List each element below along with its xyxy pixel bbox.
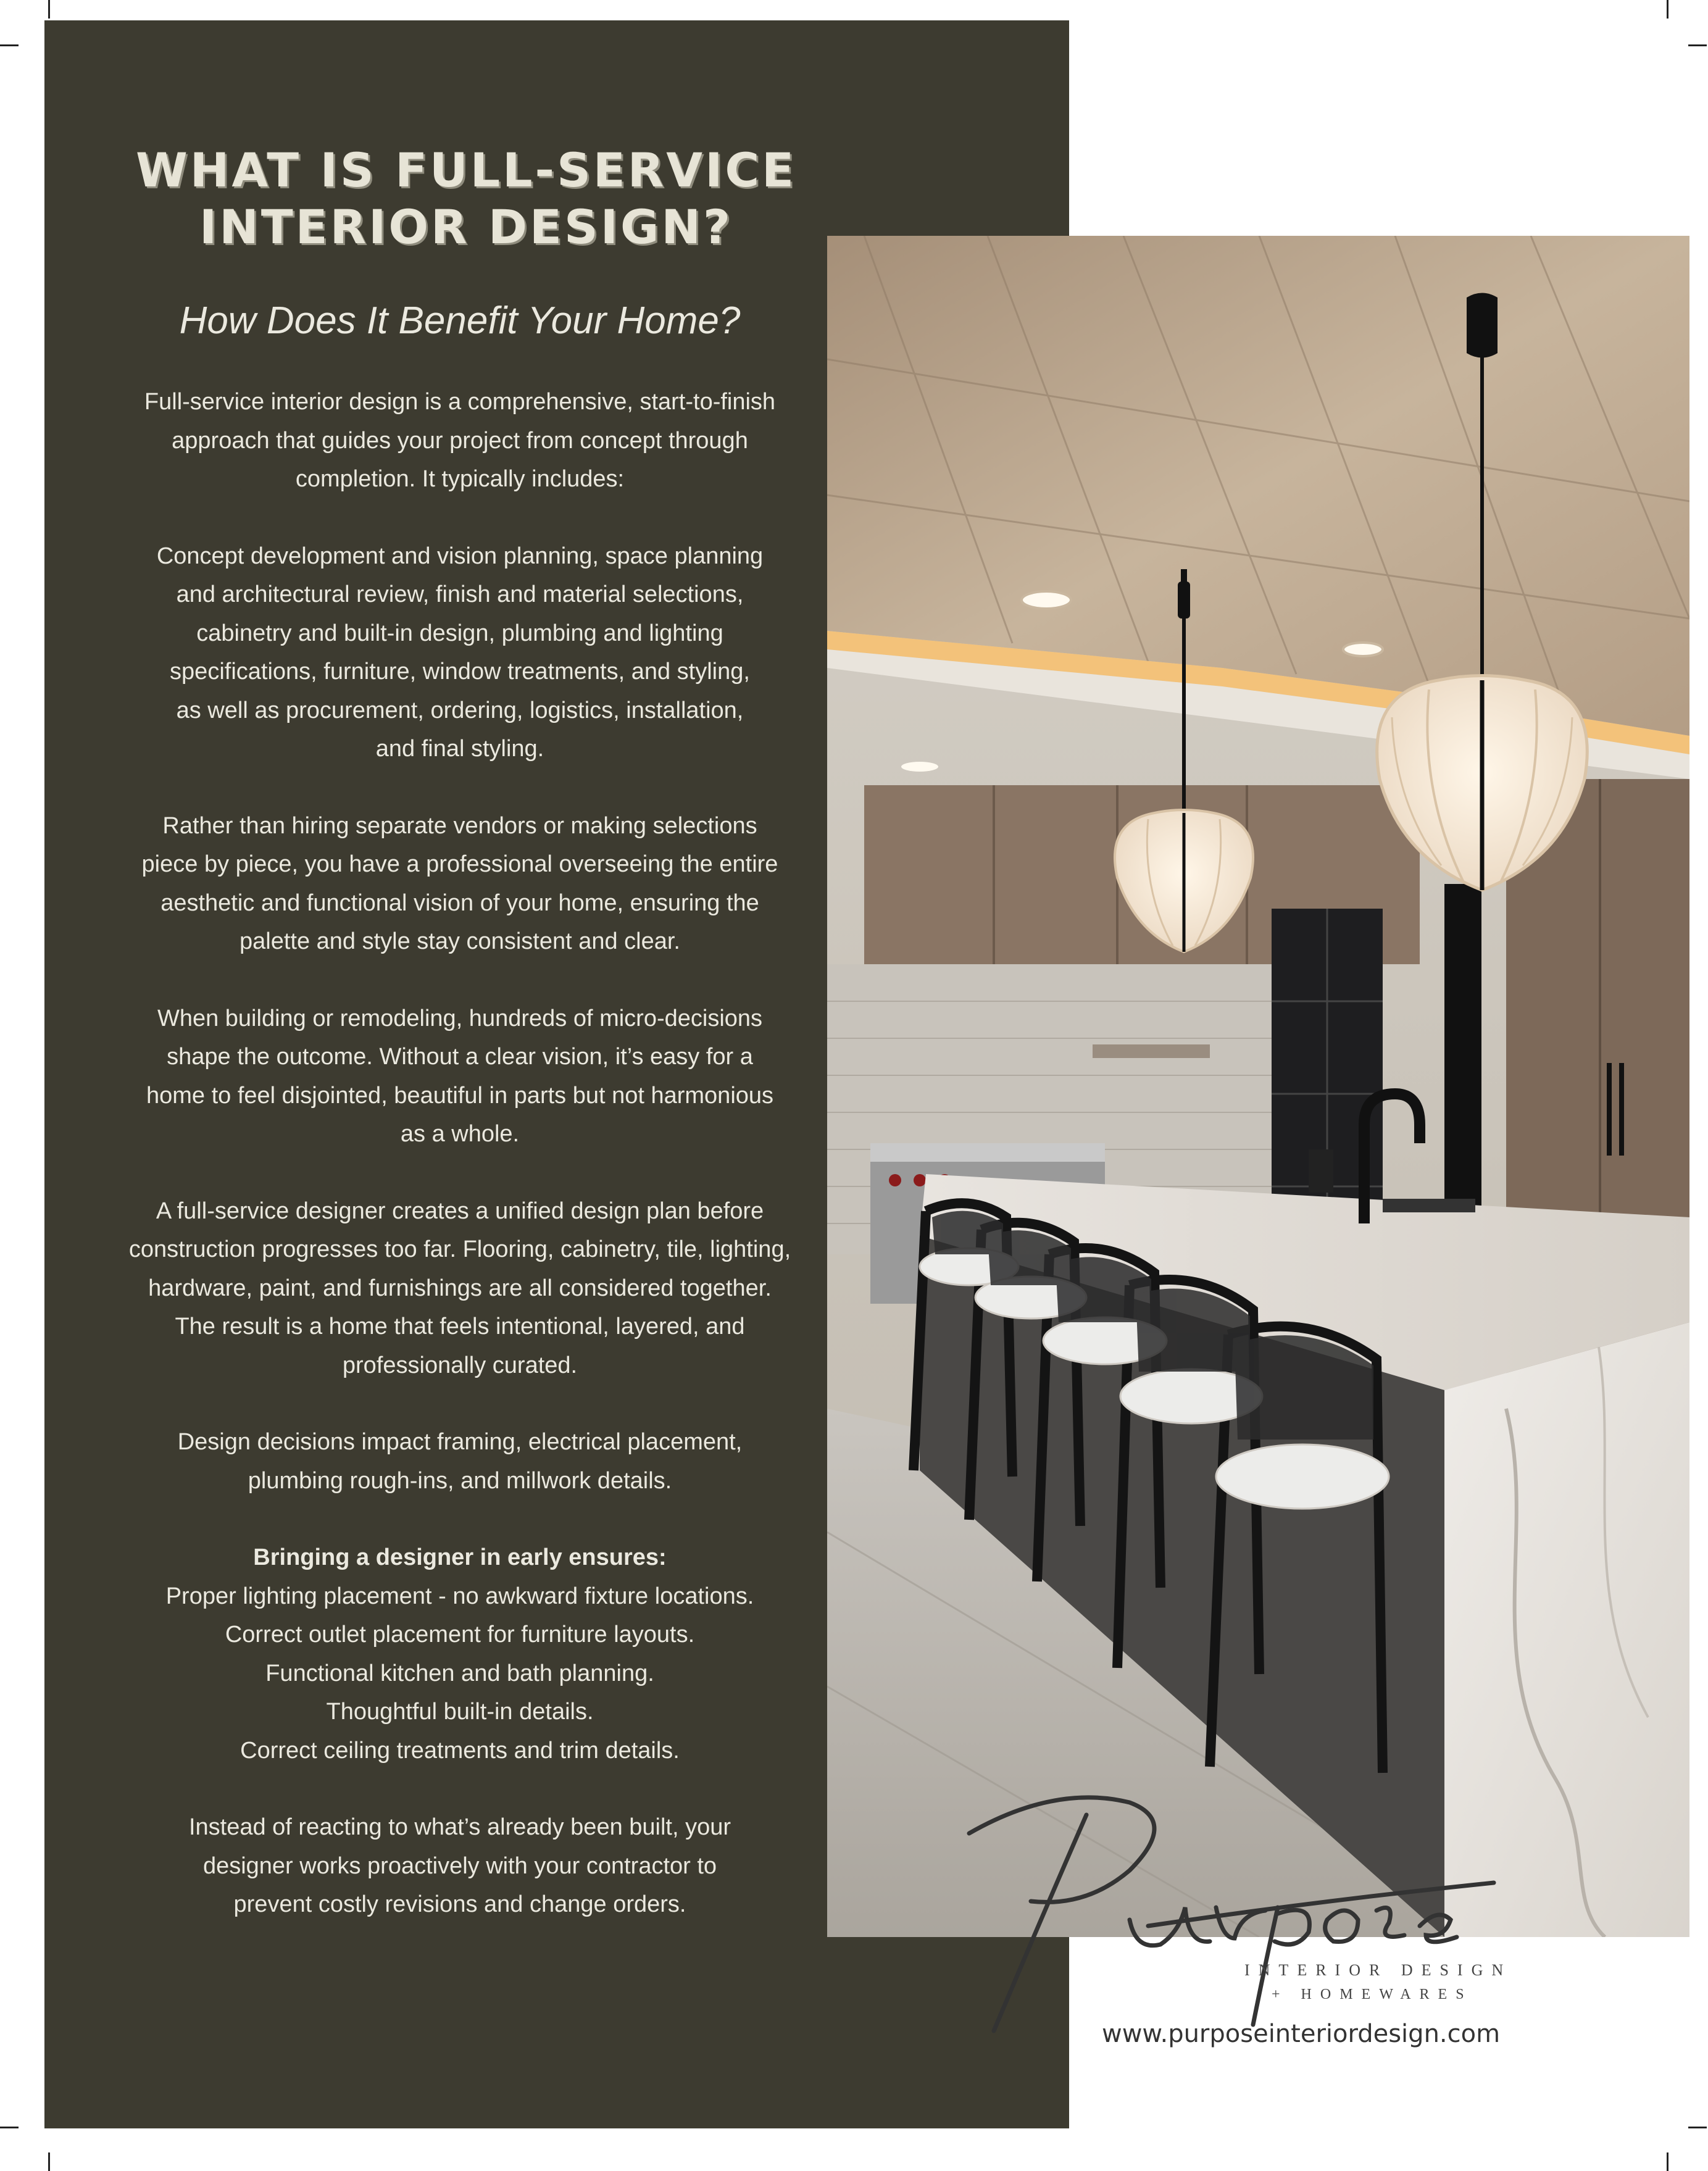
text-line: The result is a home that feels intentional, layered, and [175,1314,745,1340]
text-line: and final styling. [375,736,544,762]
text-line: home to feel disjointed, beautiful in parts but not harmonious [146,1082,774,1109]
early-heading: Bringing a designer in early ensures: [253,1544,667,1570]
text-line: Instead of reacting to what’s already been built, your [188,1814,731,1840]
text-line: Concept development and vision planning, space planning [156,543,764,569]
impact-paragraph [106,1423,814,1500]
text-line: aesthetic and functional vision of your home, ensuring the [160,890,759,916]
text-line: plumbing rough-ins, and millwork details. [248,1467,672,1494]
list-item: Proper lighting placement - no awkward fixture locations. [165,1583,754,1609]
list-item: Functional kitchen and bath planning. [265,1660,654,1686]
website-url[interactable]: www.purposeinteriordesign.com [1102,2020,1501,2048]
text-line: piece by piece, you have a professional overseeing the entire [141,851,778,877]
text-line: specifications, furniture, window treatments, and styling, [170,659,750,685]
text-line: and architectural review, finish and material selections, [176,581,744,607]
crop-mark [1688,44,1707,46]
text-line: cabinetry and built-in design, plumbing and lighting [196,620,723,646]
closing-paragraph [106,1808,814,1924]
list-item: Thoughtful built-in details. [326,1699,594,1725]
crop-mark [0,2127,19,2128]
unified-paragraph [106,1192,814,1385]
text-line: Design decisions impact framing, electrical placement, [177,1429,743,1455]
crop-mark [48,0,50,19]
text-line: professionally curated. [342,1352,578,1378]
includes-paragraph [106,537,814,769]
text-line: designer works proactively with your contractor to [202,1852,717,1879]
text-line: hardware, paint, and furnishings are all considered together. [148,1275,772,1301]
rather-paragraph [106,807,814,961]
intro-paragraph [106,383,814,499]
early-paragraph [106,1538,814,1770]
crop-mark [48,2152,50,2171]
list-item: Correct ceiling treatments and trim details. [240,1737,680,1764]
subtitle: How Does It Benefit Your Home? [179,299,741,342]
text-line: A full-service designer creates a unified design plan before [156,1198,764,1224]
text-line: as a whole. [400,1121,520,1147]
crop-mark [1667,2152,1668,2171]
crop-mark [1688,2127,1707,2128]
kitchen-photo [827,236,1689,1937]
text-line: shape the outcome. Without a clear vision, it’s easy for a [167,1044,753,1070]
title-line: WHAT IS FULL-SERVICE [135,143,797,198]
text-line: as well as procurement, ordering, logistics, installation, [176,697,744,723]
text-line: Rather than hiring separate vendors or making selections [162,812,757,839]
body-text [106,383,814,1924]
text-line: prevent costly revisions and change orders. [233,1891,686,1917]
remodel-paragraph [106,999,814,1154]
logo-tagline: INTERIOR DESIGN [1244,1961,1512,1979]
text-line: Full-service interior design is a comprehensive, start-to-finish [144,389,776,415]
text-line: palette and style stay consistent and clear. [240,928,680,954]
title-line: INTERIOR DESIGN? [199,199,733,254]
text-line: completion. It typically includes: [295,466,625,492]
logo-tagline-secondary: + HOMEWARES [1272,1986,1473,2002]
crop-mark [1667,0,1668,19]
page-title [56,142,877,256]
text-line: approach that guides your project from concept through [172,427,748,454]
list-item: Correct outlet placement for furniture layouts. [225,1622,695,1648]
text-line: construction progresses too far. Flooring, cabinetry, tile, lighting, [128,1236,791,1262]
crop-mark [0,44,19,46]
text-line: When building or remodeling, hundreds of micro-decisions [157,1005,763,1031]
